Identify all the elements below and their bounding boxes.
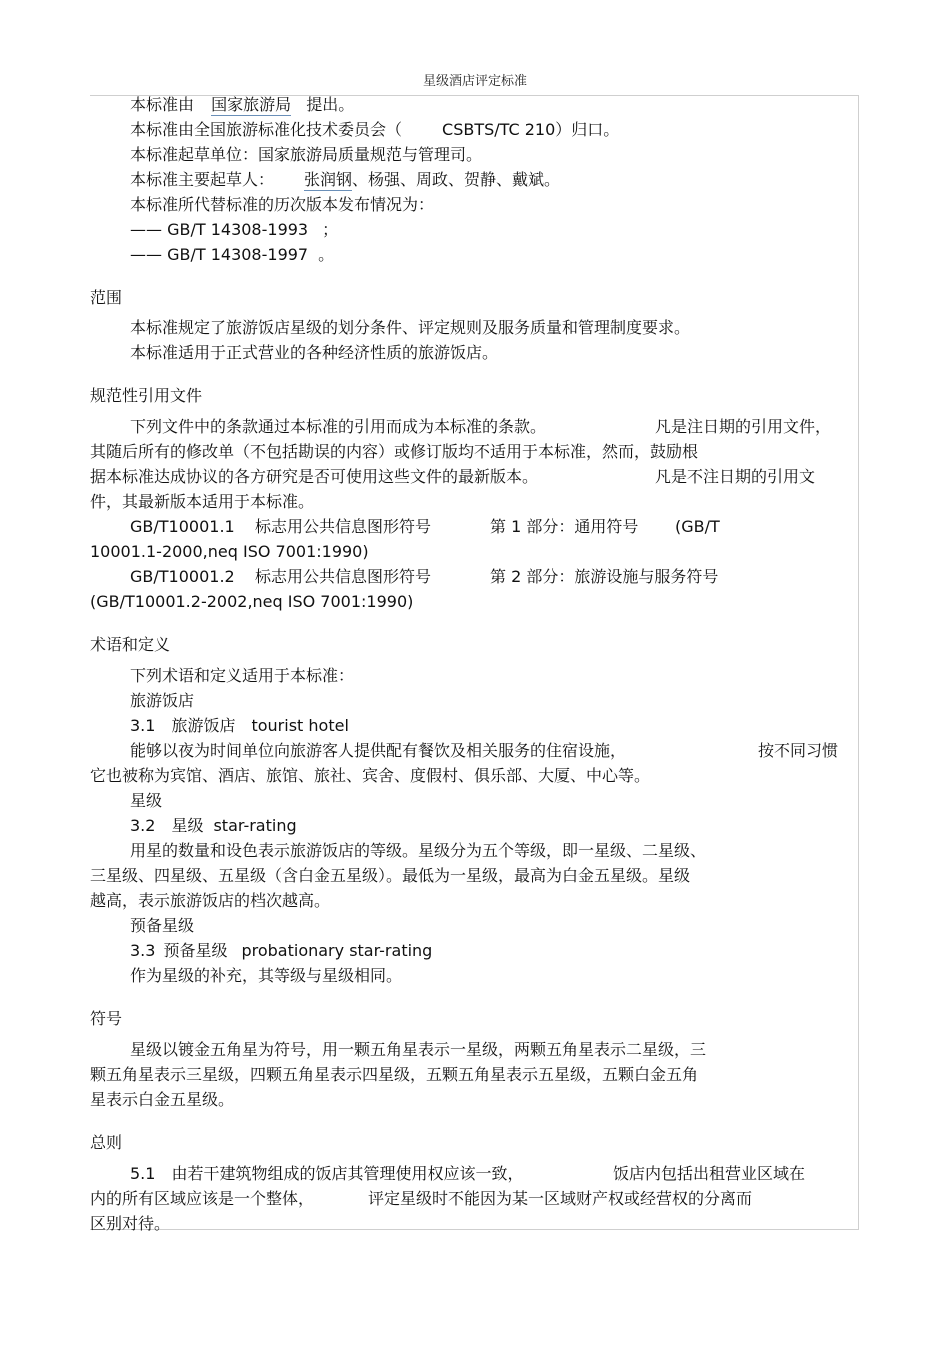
section-heading-symbols: 符号 bbox=[90, 1009, 123, 1028]
text: 本标准由 bbox=[130, 95, 195, 114]
ref-item-1-title: 标志用公共信息图形符号 bbox=[255, 517, 432, 536]
page-header: 星级酒店评定标准 bbox=[422, 74, 527, 89]
term-1-def-c: 它也被称为宾馆、酒店、旅馆、旅社、宾舍、度假村、俱乐部、大厦、中心等。 bbox=[90, 766, 651, 785]
text: 。 bbox=[318, 245, 335, 264]
foreword-line-1 bbox=[130, 95, 354, 115]
refs-line-3b: 凡是不注日期的引用文 bbox=[655, 467, 816, 486]
term-2-def-c: 越高，表示旅游饭店的档次越高。 bbox=[90, 891, 331, 910]
section-heading-scope: 范围 bbox=[90, 288, 123, 307]
text: tourist hotel bbox=[251, 716, 349, 735]
ref-item-2-title: 标志用公共信息图形符号 bbox=[255, 567, 432, 586]
drafter-name: 张润钢 bbox=[304, 170, 353, 189]
symbols-line-3: 星表示白金五星级。 bbox=[90, 1090, 235, 1109]
foreword-line-5: 本标准所代替标准的历次版本发布情况为： bbox=[130, 195, 435, 214]
term-1-def-a: 能够以夜为时间单位向旅游客人提供配有餐饮及相关服务的住宿设施， bbox=[130, 741, 627, 760]
scope-paragraph-1: 本标准规定了旅游饭店星级的划分条件、评定规则及服务质量和管理制度要求。 bbox=[130, 318, 691, 337]
ref-item-1-cont: 10001.1-2000,neq ISO 7001:1990) bbox=[90, 542, 369, 561]
general-line-1b: 饭店内包括出租营业区域在 bbox=[613, 1164, 806, 1183]
ref-item-2-code: GB/T10001.2 bbox=[130, 567, 235, 586]
text: 提出。 bbox=[306, 95, 355, 114]
section-heading-terms: 术语和定义 bbox=[90, 635, 171, 654]
term-2-heading bbox=[130, 816, 297, 836]
refs-line-3a: 据本标准达成协议的各方研究是否可使用这些文件的最新版本。 bbox=[90, 467, 539, 486]
text: 、杨强、周政、贺静、戴斌。 bbox=[352, 170, 561, 189]
text: 本标准由全国旅游标准化技术委员会（ bbox=[130, 120, 403, 139]
term-1-name: 旅游饭店 bbox=[130, 691, 195, 710]
text: —— GB/T 14308-1993 bbox=[130, 220, 309, 239]
text: 本标准主要起草人： bbox=[130, 170, 275, 189]
term-number: 3.3 bbox=[130, 941, 156, 960]
text: 预备星级 bbox=[163, 941, 228, 960]
foreword-line-3: 本标准起草单位：国家旅游局质量规范与管理司。 bbox=[130, 145, 483, 164]
clause-number: 5.1 bbox=[130, 1164, 156, 1183]
text: ； bbox=[322, 220, 339, 239]
text: probationary star-rating bbox=[241, 941, 433, 960]
foreword-line-7 bbox=[130, 245, 334, 265]
ref-item-1-part: 第 1 部分：通用符号 bbox=[490, 517, 639, 536]
foreword-line-2 bbox=[130, 120, 619, 140]
foreword-line-6 bbox=[130, 220, 338, 240]
text: —— GB/T 14308-1997 bbox=[130, 245, 309, 264]
ref-item-2-part: 第 2 部分：旅游设施与服务符号 bbox=[490, 567, 719, 586]
general-line-3: 区别对待。 bbox=[90, 1214, 171, 1233]
text: star-rating bbox=[213, 816, 297, 835]
proposer-org: 国家旅游局 bbox=[211, 95, 292, 114]
term-1-def-b: 按不同习惯 bbox=[758, 741, 839, 760]
refs-line-4: 件，其最新版本适用于本标准。 bbox=[90, 492, 315, 511]
text: CSBTS/TC 210）归口。 bbox=[442, 120, 620, 139]
term-3-name: 预备星级 bbox=[130, 916, 195, 935]
refs-line-2: 其随后所有的修改单（不包括勘误的内容）或修订版均不适用于本标准，然而，鼓励根 bbox=[90, 442, 699, 461]
term-number: 3.2 bbox=[130, 816, 156, 835]
symbols-line-2: 颗五角星表示三星级，四颗五角星表示四星级，五颗五角星表示五星级，五颗白金五角 bbox=[90, 1065, 699, 1084]
term-2-def-b: 三星级、四星级、五星级（含白金五星级）。最低为一星级，最高为白金五星级。星级 bbox=[90, 866, 691, 885]
term-3-def: 作为星级的补充，其等级与星级相同。 bbox=[130, 966, 403, 985]
text: 由若干建筑物组成的饭店其管理使用权应该一致， bbox=[171, 1164, 524, 1183]
terms-intro: 下列术语和定义适用于本标准： bbox=[130, 666, 355, 685]
term-3-heading bbox=[130, 941, 432, 961]
refs-line-1a: 下列文件中的条款通过本标准的引用而成为本标准的条款。 bbox=[130, 417, 547, 436]
term-number: 3.1 bbox=[130, 716, 156, 735]
text: 星级 bbox=[171, 816, 204, 835]
ref-item-2-cont: (GB/T10001.2-2002,neq ISO 7001:1990) bbox=[90, 592, 414, 611]
term-2-name: 星级 bbox=[130, 791, 163, 810]
text: 旅游饭店 bbox=[171, 716, 236, 735]
ref-item-1-std: (GB/T bbox=[675, 517, 720, 536]
scope-paragraph-2: 本标准适用于正式营业的各种经济性质的旅游饭店。 bbox=[130, 343, 499, 362]
term-2-def-a: 用星的数量和设色表示旅游饭店的等级。星级分为五个等级，即一星级、二星级、 bbox=[130, 841, 707, 860]
general-line-1a bbox=[130, 1164, 523, 1184]
ref-item-1-code: GB/T10001.1 bbox=[130, 517, 235, 536]
term-1-heading bbox=[130, 716, 349, 736]
symbols-line-1: 星级以镀金五角星为符号，用一颗五角星表示一星级，两颗五角星表示二星级，三 bbox=[130, 1040, 707, 1059]
refs-line-1b: 凡是注日期的引用文件， bbox=[655, 417, 832, 436]
foreword-line-4 bbox=[130, 170, 560, 190]
general-line-2b: 评定星级时不能因为某一区域财产权或经营权的分离而 bbox=[368, 1189, 753, 1208]
section-heading-references: 规范性引用文件 bbox=[90, 386, 203, 405]
section-heading-general: 总则 bbox=[90, 1133, 123, 1152]
general-line-2a: 内的所有区域应该是一个整体， bbox=[90, 1189, 315, 1208]
